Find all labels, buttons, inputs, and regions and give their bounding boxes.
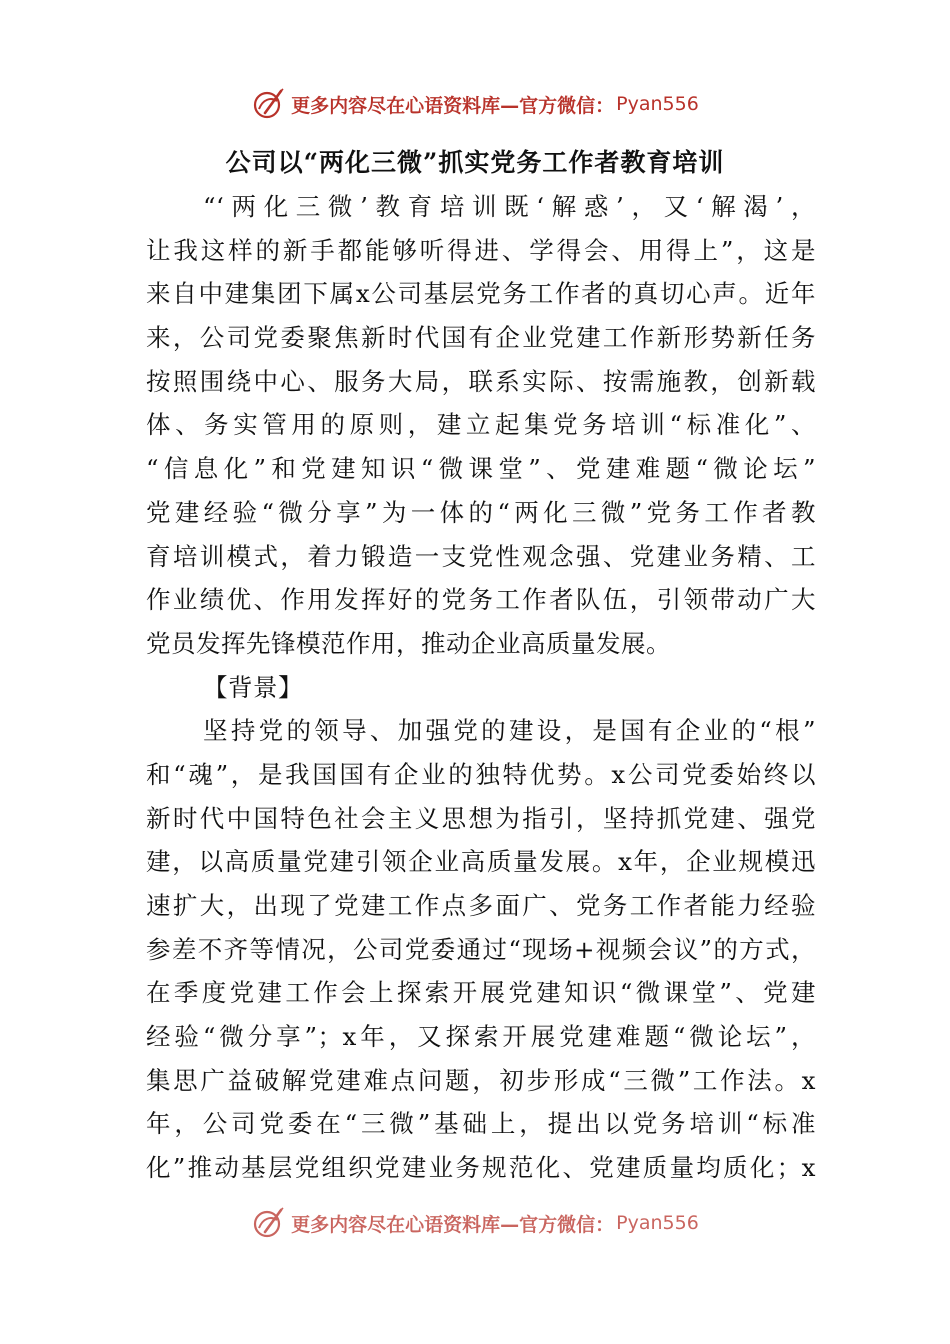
body-line: 来自中建集团下属x公司基层党务工作者的真切心声。近年 — [146, 279, 816, 309]
body-line: “信息化”和党建知识“微课堂”、党建难题“微论坛” — [146, 454, 816, 484]
watermark-text: 更多内容尽在心语资料库—官方微信： — [291, 94, 615, 117]
body-line: 体、务实管用的原则，建立起集党务培训“标准化”、 — [146, 410, 816, 440]
body-line: 参差不齐等情况，公司党委通过“现场+视频会议”的方式， — [146, 934, 816, 964]
watermark-wechat-id: Pyan556 — [616, 1212, 699, 1234]
body-line: 经验“微分享”；x年，又探索开展党建难题“微论坛”， — [146, 1022, 816, 1052]
watermark-header — [0, 84, 950, 124]
pen-swirl-icon — [251, 87, 285, 121]
body-line: 坚持党的领导、加强党的建设，是国有企业的“根” — [203, 716, 816, 746]
body-line: 让我这样的新手都能够听得进、学得会、用得上”，这是 — [146, 235, 816, 265]
body-line: 速扩大，出现了党建工作点多面广、党务工作者能力经验 — [146, 891, 816, 920]
body-line: 来，公司党委聚焦新时代国有企业党建工作新形势新任务 — [146, 323, 816, 353]
watermark-text: 更多内容尽在心语资料库—官方微信： — [291, 1213, 615, 1236]
body-line: 在季度党建工作会上探索开展党建知识“微课堂”、党建 — [146, 978, 816, 1008]
pen-swirl-icon — [251, 1206, 285, 1240]
body-line: 作业绩优、作用发挥好的党务工作者队伍，引领带动广大 — [146, 585, 816, 615]
body-line: “‘两化三微’教育培训既‘解惑’，又‘解渴’， — [203, 192, 816, 221]
body-line: 化”推动基层党组织党建业务规范化、党建质量均质化；x — [146, 1153, 816, 1183]
body-line: 集思广益破解党建难点问题，初步形成“三微”工作法。x — [146, 1065, 816, 1095]
body-line: 党建经验“微分享”为一体的“两化三微”党务工作者教 — [146, 497, 816, 527]
body-line: 和“魂”，是我国国有企业的独特优势。x公司党委始终以 — [146, 759, 816, 789]
body-line: 建，以高质量党建引领企业高质量发展。x年，企业规模迅 — [146, 847, 816, 877]
body-line: 年，公司党委在“三微”基础上，提出以党务培训“标准 — [146, 1109, 816, 1139]
section-heading: 【背景】 — [203, 672, 303, 702]
watermark-footer — [0, 1203, 950, 1243]
document-title: 公司以“两化三微”抓实党务工作者教育培训 — [225, 148, 725, 177]
watermark-wechat-id: Pyan556 — [616, 93, 699, 115]
body-line: 育培训模式，着力锻造一支党性观念强、党建业务精、工 — [146, 541, 816, 571]
document-body — [146, 185, 816, 1190]
body-line: 党员发挥先锋模范作用，推动企业高质量发展。 — [146, 628, 671, 658]
body-line: 新时代中国特色社会主义思想为指引，坚持抓党建、强党 — [146, 803, 816, 833]
body-line: 按照围绕中心、服务大局，联系实际、按需施教，创新载 — [146, 366, 816, 396]
